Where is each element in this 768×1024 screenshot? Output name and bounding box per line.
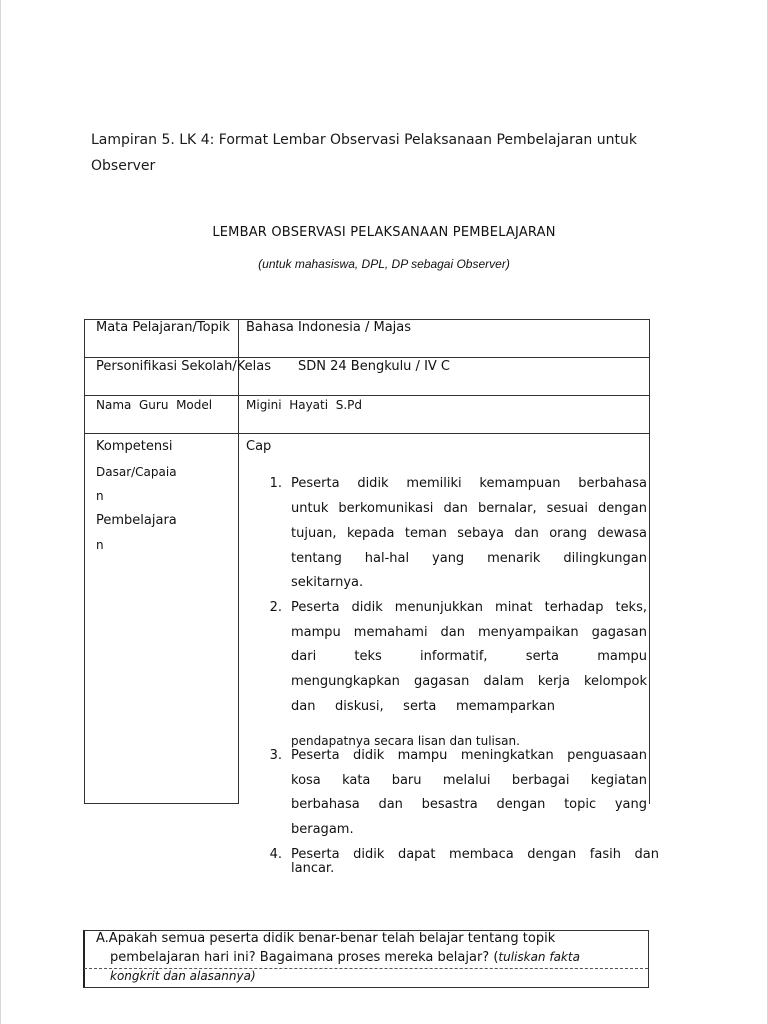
competency-label-line: n [96,538,104,552]
table-row-label: Nama Guru Model [96,398,213,412]
table-row-label: Personifikasi Sekolah/Kelas [96,359,271,374]
question-text-plain: pembelajaran hari ini? Bagaimana proses mereka belajar? ( [110,950,499,965]
heading-line: Observer [91,158,156,174]
list-item-line: Peserta didik menunjukkan minat terhadap teks, [291,600,647,615]
list-item-line: dari teks informatif, serta mampu [291,649,647,664]
competency-label-line: Dasar/Capaia [96,464,177,479]
table-border-bottom [84,803,239,804]
list-item-line: Peserta didik memiliki kemampuan berbahasa [291,476,647,491]
competency-label-line: Kompetensi [96,439,173,454]
form-title: LEMBAR OBSERVASI PELAKSANAAN PEMBELAJARAN [212,225,556,240]
list-item-line: tentang hal-hal yang menarik dilingkungan [291,551,647,566]
competency-label [96,435,236,558]
list-item-line: berbahasa dan besastra dengan topic yang [291,797,647,812]
form-subtitle: (untuk mahasiswa, DPL, DP sebagai Observer) [258,257,510,271]
list-item-line: tujuan, kepada teman sebaya dan orang dewasa [291,526,647,541]
heading-line: Lampiran 5. LK 4: Format Lembar Observasi Pelaksanaan Pembelajaran untuk [91,132,637,148]
list-item-line: lancar. [291,861,335,876]
competency-heading: Cap [246,439,272,454]
list-item-line: kosa kata baru melalui berbagai kegiatan [291,773,647,788]
list-item-line: Peserta didik dapat membaca dengan fasih dan [291,847,659,862]
question-text-italic: tuliskan fakta [498,950,580,964]
table-row-divider [84,433,650,434]
competency-label-line: n [96,489,104,503]
table-row-value: SDN 24 Bengkulu / IV C [298,359,451,374]
list-item-line: beragam. [291,822,354,837]
table-border-right [649,319,650,804]
appendix-heading [91,127,651,179]
page-edge [0,0,1,1024]
list-item-number: 2. [269,600,282,615]
list-item-line: Peserta didik mampu meningkatkan penguasaan [291,748,647,763]
table-row-divider [84,357,650,358]
list-item-line: sekitarnya. [291,575,364,590]
table-border-left [84,319,85,804]
question-text [110,950,580,965]
table-row-value: Bahasa Indonesia / Majas [246,320,412,335]
table-row-value: Migini Hayati S.Pd [246,398,362,412]
table-row-divider [84,395,650,396]
table-row-label: Mata Pelajaran/Topik [96,320,230,335]
list-item-line: pendapatnya secara lisan dan tulisan. [291,734,520,748]
list-item-number: 1. [269,476,282,491]
list-item-line: dan diskusi, serta memamparkan [291,699,555,714]
list-item-number: 3. [269,748,282,763]
competency-label-line: Pembelajara [96,512,177,528]
list-item-line: untuk berkomunikasi dan bernalar, sesuai dengan [291,501,647,516]
list-item-line: mampu memahami dan menyampaikan gagasan [291,625,647,640]
list-item-number: 4. [269,847,282,862]
table-column-divider [238,319,239,804]
list-item-line: mengungkapkan gagasan dalam kerja kelompok [291,674,647,689]
question-text: A.Apakah semua peserta didik benar-benar telah belajar tentang topik [96,931,556,946]
question-text-italic: kongkrit dan alasannya) [110,969,256,983]
